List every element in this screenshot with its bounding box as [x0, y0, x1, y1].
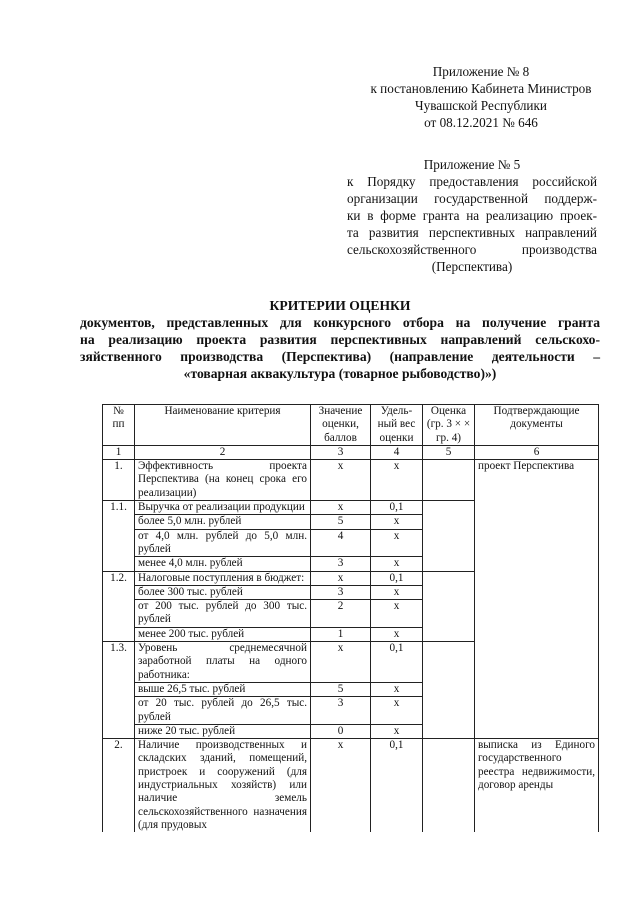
- criterion-score: x: [311, 642, 371, 683]
- criterion-weight: 0,1: [371, 571, 423, 585]
- criterion-rating: [423, 642, 475, 739]
- criterion-rating: [423, 501, 475, 571]
- criterion-weight: x: [371, 529, 423, 557]
- criterion-score: 3: [311, 697, 371, 725]
- criterion-score: 4: [311, 529, 371, 557]
- title-line: документов, представленных для конкурсного отбора на получение гранта: [80, 315, 600, 330]
- title-line: «товарная аквакультура (товарное рыбоводство)»): [183, 366, 497, 381]
- appendix-5-header: [347, 156, 597, 275]
- criterion-weight: 0,1: [371, 739, 423, 833]
- criterion-score: 1: [311, 627, 371, 641]
- criterion-score: 0: [311, 724, 371, 738]
- criterion-score: 3: [311, 557, 371, 571]
- col-number: 6: [475, 445, 599, 459]
- title-line: на реализацию проекта развития перспективных направлений сельскохо-: [80, 332, 600, 347]
- appendix-5-line: ки в форме гранта на реализацию проек-: [347, 208, 597, 223]
- criterion-name: менее 4,0 млн. рублей: [135, 557, 311, 571]
- col-number: 4: [371, 445, 423, 459]
- criterion-name: менее 200 тыс. рублей: [135, 627, 311, 641]
- criterion-name: более 300 тыс. рублей: [135, 585, 311, 599]
- criterion-weight: 0,1: [371, 501, 423, 515]
- criterion-weight: x: [371, 697, 423, 725]
- criterion-name: Уровень среднемесячной заработной платы на одного работника:: [135, 642, 311, 683]
- header-rating: Оценка (гр. 3 × × гр. 4): [423, 405, 475, 446]
- col-number: 2: [135, 445, 311, 459]
- criterion-score: x: [311, 571, 371, 585]
- criterion-score: 3: [311, 585, 371, 599]
- document-title: [80, 297, 600, 382]
- criterion-rating: [423, 460, 475, 501]
- criterion-score: 5: [311, 515, 371, 529]
- appendix-5-line: та развития перспективных направлений: [347, 225, 597, 240]
- col-number: 5: [423, 445, 475, 459]
- appendix-5-line: (Перспектива): [431, 259, 513, 274]
- criterion-score: x: [311, 739, 371, 833]
- criterion-weight: x: [371, 682, 423, 696]
- criterion-docs: выписка из Единого государственного реестра недвижимости, договор аренды: [475, 739, 599, 833]
- criterion-weight: 0,1: [371, 642, 423, 683]
- criterion-name: ниже 20 тыс. рублей: [135, 724, 311, 738]
- header-name: Наименование критерия: [135, 405, 311, 446]
- appendix-8-line: от 08.12.2021 № 646: [424, 115, 538, 130]
- criterion-score: x: [311, 501, 371, 515]
- criterion-weight: x: [371, 515, 423, 529]
- criterion-weight: x: [371, 557, 423, 571]
- appendix-5-line: Приложение № 5: [423, 157, 521, 172]
- criterion-name: Эффективность проекта Перспектива (на конец срока его реализации): [135, 460, 311, 501]
- criterion-weight: x: [371, 460, 423, 501]
- row-num: 1.2.: [103, 571, 135, 641]
- criterion-name: Выручка от реализации продукции: [135, 501, 311, 515]
- title-line: зяйственного производства (Перспектива) (направление деятельности –: [80, 349, 600, 364]
- header-weight: Удель-ный вес оценки: [371, 405, 423, 446]
- col-number: 3: [311, 445, 371, 459]
- criterion-score: 5: [311, 682, 371, 696]
- appendix-8-line: к постановлению Кабинета Министров: [370, 81, 592, 96]
- table-row: [103, 460, 599, 501]
- criterion-name: от 20 тыс. рублей до 26,5 тыс. рублей: [135, 697, 311, 725]
- criterion-weight: x: [371, 585, 423, 599]
- criterion-weight: x: [371, 627, 423, 641]
- row-num: 2.: [103, 739, 135, 833]
- criterion-name: выше 26,5 тыс. рублей: [135, 682, 311, 696]
- header-score: Значение оценки, баллов: [311, 405, 371, 446]
- appendix-8-header: [350, 63, 612, 131]
- table-row: [103, 739, 599, 833]
- criterion-rating: [423, 571, 475, 641]
- title-heading: КРИТЕРИИ ОЦЕНКИ: [269, 298, 411, 313]
- row-num: 1.: [103, 460, 135, 501]
- criterion-rating: [423, 739, 475, 833]
- criteria-table: [102, 404, 599, 832]
- criterion-docs: проект Перспектива: [475, 460, 599, 739]
- appendix-5-line: к Порядку предоставления российской: [347, 174, 597, 189]
- criterion-name: Наличие производственных и складских зданий, помещений, пристроек и сооружений (для индустриальных хозяйств) или наличие земель сельскохозяйственного назначения (для прудовых: [135, 739, 311, 833]
- row-num: 1.3.: [103, 642, 135, 739]
- appendix-5-line: сельскохозяйственного производства: [347, 242, 597, 257]
- column-numbers-row: [103, 445, 599, 459]
- row-num: 1.1.: [103, 501, 135, 571]
- table-header-row: [103, 405, 599, 446]
- criterion-name: Налоговые поступления в бюджет:: [135, 571, 311, 585]
- appendix-8-line: Приложение № 8: [432, 64, 530, 79]
- col-number: 1: [103, 445, 135, 459]
- criterion-score: 2: [311, 600, 371, 628]
- criterion-name: от 200 тыс. рублей до 300 тыс. рублей: [135, 600, 311, 628]
- criterion-weight: x: [371, 600, 423, 628]
- header-docs: Подтверждающие документы: [475, 405, 599, 446]
- criterion-score: x: [311, 460, 371, 501]
- appendix-8-line: Чувашской Республики: [415, 98, 547, 113]
- criterion-weight: x: [371, 724, 423, 738]
- criterion-name: более 5,0 млн. рублей: [135, 515, 311, 529]
- criterion-name: от 4,0 млн. рублей до 5,0 млн. рублей: [135, 529, 311, 557]
- header-num: № пп: [103, 405, 135, 446]
- appendix-5-line: организации государственной поддерж-: [347, 191, 597, 206]
